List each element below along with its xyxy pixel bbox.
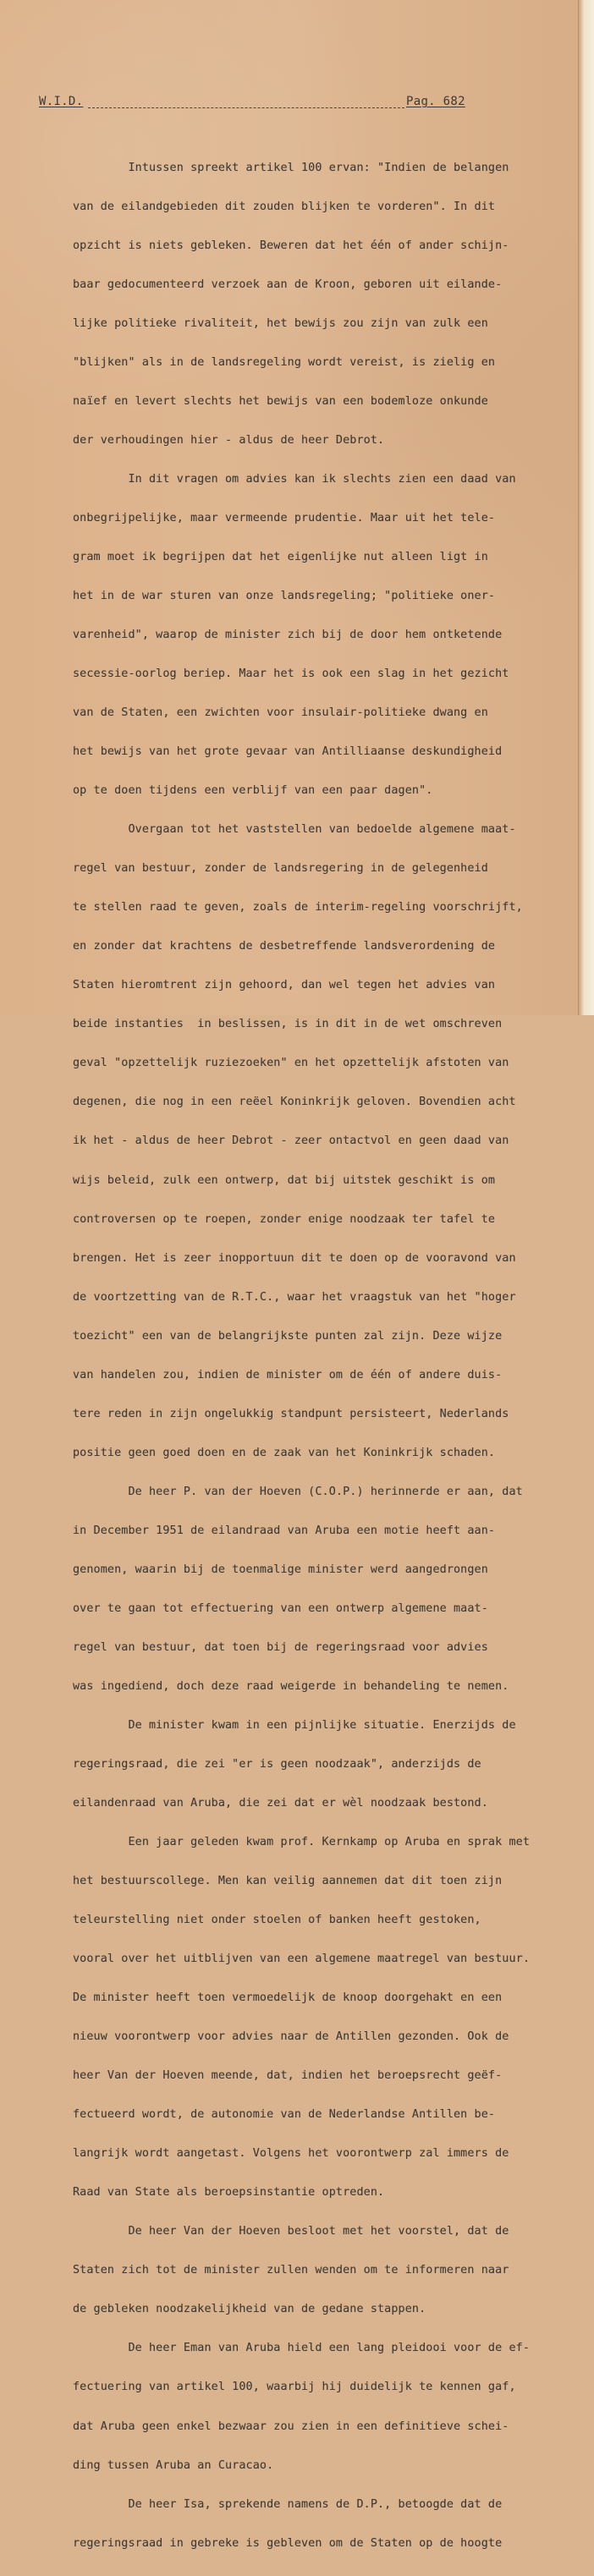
body-line: regeringsraad in gebreke is gebleven om de Staten op de hoogte bbox=[73, 2536, 503, 2550]
body-line: brengen. Het is zeer inopportuun dit te doen op de vooravond van bbox=[73, 1251, 516, 1265]
body-line: van de Staten, een zwichten voor insulair-politieke dwang en bbox=[73, 706, 488, 720]
body-line: De heer Eman van Aruba hield een lang pleidooi voor de ef- bbox=[73, 2342, 531, 2355]
body-line: tere reden in zijn ongelukkig standpunt persisteert, Nederlands bbox=[73, 1407, 509, 1420]
body-line: ding tussen Aruba an Curacao. bbox=[73, 2458, 274, 2472]
body-line: baar gedocumenteerd verzoek aan de Kroon, geboren uit eilande- bbox=[73, 277, 503, 291]
body-line: regeringsraad, die zei "er is geen noodzaak", anderzijds de bbox=[73, 1757, 481, 1771]
body-line: genomen, waarin bij de toenmalige minister werd aangedrongen bbox=[73, 1563, 488, 1576]
page-header bbox=[39, 95, 531, 115]
body-line: eilandenraad van Aruba, die zei dat er wèl noodzaak bestond. bbox=[73, 1797, 488, 1810]
body-line: controversen op te roepen, zonder enige noodzaak ter tafel te bbox=[73, 1212, 496, 1226]
body-line: De heer P. van der Hoeven (C.O.P.) herinnerde er aan, dat bbox=[73, 1485, 523, 1498]
document-body bbox=[73, 135, 572, 2576]
body-line: het in de war sturen van onze landsregeling; "politieke oner- bbox=[73, 590, 496, 603]
body-line: varenheid", waarop de minister zich bij de door hem ontketende bbox=[73, 629, 503, 642]
body-line: "blijken" als in de landsregeling wordt vereist, is zielig en bbox=[73, 355, 496, 369]
body-line: in December 1951 de eilandraad van Aruba een motie heeft aan- bbox=[73, 1524, 496, 1537]
body-line: heer Van der Hoeven meende, dat, indien het beroepsrecht geëf- bbox=[73, 2069, 503, 2083]
body-line: ik het - aldus de heer Debrot - zeer ontactvol en geen daad van bbox=[73, 1134, 509, 1148]
body-line: Staten zich tot de minister zullen wenden om te informeren naar bbox=[73, 2264, 509, 2277]
body-line: De heer Isa, sprekende namens de D.P., betoogde dat de bbox=[73, 2497, 503, 2511]
body-line: regel van bestuur, dat toen bij de regeringsraad voor advies bbox=[73, 1640, 488, 1654]
body-line: van de eilandgebieden dit zouden blijken te vorderen". In dit bbox=[73, 200, 496, 213]
body-line: dat Aruba geen enkel bezwaar zou zien in een definitieve schei- bbox=[73, 2419, 509, 2433]
body-line: nieuw voorontwerp voor advies naar de Antillen gezonden. Ook de bbox=[73, 2030, 509, 2044]
body-line: vooral over het uitblijven van een algemene maatregel van bestuur. bbox=[73, 1953, 531, 1966]
body-line: onbegrijpelijke, maar vermeende prudentie. Maar uit het tele- bbox=[73, 511, 496, 525]
body-line: op te doen tijdens een verblijf van een paar dagen". bbox=[73, 784, 433, 798]
body-line: geval "opzettelijk ruziezoeken" en het opzettelijk afstoten van bbox=[73, 1057, 509, 1070]
body-line: degenen, die nog in een reëel Koninkrijk geloven. Bovendien acht bbox=[73, 1096, 516, 1109]
page-edge bbox=[578, 0, 594, 1015]
body-line: te stellen raad te geven, zoals de interim-regeling voorschrijft, bbox=[73, 901, 523, 915]
body-line: naïef en levert slechts het bewijs van een bodemloze onkunde bbox=[73, 394, 488, 408]
body-line: wijs beleid, zulk een ontwerp, dat bij uitstek geschikt is om bbox=[73, 1173, 496, 1187]
body-line: gram moet ik begrijpen dat het eigenlijke nut alleen ligt in bbox=[73, 551, 488, 563]
body-line: Staten hieromtrent zijn gehoord, dan wel tegen het advies van bbox=[73, 979, 496, 992]
document-code: W.I.D. bbox=[39, 95, 84, 108]
header-rule bbox=[88, 107, 404, 108]
body-line: beide instanties in beslissen, is in dit in de wet omschreven bbox=[73, 1018, 503, 1031]
body-line: fectueerd wordt, de autonomie van de Nederlandse Antillen be- bbox=[73, 2108, 496, 2122]
body-line: van handelen zou, indien de minister om de één of andere duis- bbox=[73, 1368, 503, 1381]
body-line: toezicht" een van de belangrijkste punten zal zijn. Deze wijze bbox=[73, 1329, 503, 1343]
body-line: De minister heeft toen vermoedelijk de knoop doorgehakt en een bbox=[73, 1991, 503, 2005]
body-line: In dit vragen om advies kan ik slechts zien een daad van bbox=[73, 472, 516, 486]
body-line: over te gaan tot effectuering van een ontwerp algemene maat- bbox=[73, 1601, 488, 1615]
body-line: het bestuurscollege. Men kan veilig aannemen dat dit toen zijn bbox=[73, 1875, 503, 1888]
body-line: het bewijs van het grote gevaar van Antilliaanse deskundigheid bbox=[73, 745, 503, 759]
body-line: fectuering van artikel 100, waarbij hij duidelijk te kennen gaf, bbox=[73, 2381, 516, 2394]
body-line: was ingediend, doch deze raad weigerde in behandeling te nemen. bbox=[73, 1679, 509, 1693]
body-line: langrijk wordt aangetast. Volgens het voorontwerp zal immers de bbox=[73, 2147, 509, 2161]
body-line: de voortzetting van de R.T.C., waar het vraagstuk van het "hoger bbox=[73, 1290, 516, 1304]
body-line: teleurstelling niet onder stoelen of banken heeft gestoken, bbox=[73, 1914, 481, 1927]
body-line: Een jaar geleden kwam prof. Kernkamp op Aruba en sprak met bbox=[73, 1836, 531, 1849]
page-number: Pag. 682 bbox=[406, 95, 465, 108]
body-line: positie geen goed doen en de zaak van het Koninkrijk schaden. bbox=[73, 1446, 496, 1459]
body-line: Raad van State als beroepsinstantie optreden. bbox=[73, 2186, 385, 2200]
body-line: Overgaan tot het vaststellen van bedoelde algemene maat- bbox=[73, 823, 516, 837]
body-line: De minister kwam in een pijnlijke situatie. Enerzijds de bbox=[73, 1718, 516, 1732]
body-line: en zonder dat krachtens de desbetreffende landsverordening de bbox=[73, 940, 496, 953]
body-line: der verhoudingen hier - aldus de heer Debrot. bbox=[73, 433, 385, 447]
body-line: regel van bestuur, zonder de landsregering in de gelegenheid bbox=[73, 862, 488, 876]
body-line: secessie-oorlog beriep. Maar het is ook een slag in het gezicht bbox=[73, 667, 509, 681]
body-line: opzicht is niets gebleken. Beweren dat het één of ander schijn- bbox=[73, 239, 509, 252]
body-line: De heer Van der Hoeven besloot met het voorstel, dat de bbox=[73, 2225, 509, 2238]
body-line: Intussen spreekt artikel 100 ervan: "Indien de belangen bbox=[73, 161, 509, 174]
body-line: lijke politieke rivaliteit, het bewijs zou zijn van zulk een bbox=[73, 316, 488, 330]
body-line: de gebleken noodzakelijkheid van de gedane stappen. bbox=[73, 2303, 426, 2316]
